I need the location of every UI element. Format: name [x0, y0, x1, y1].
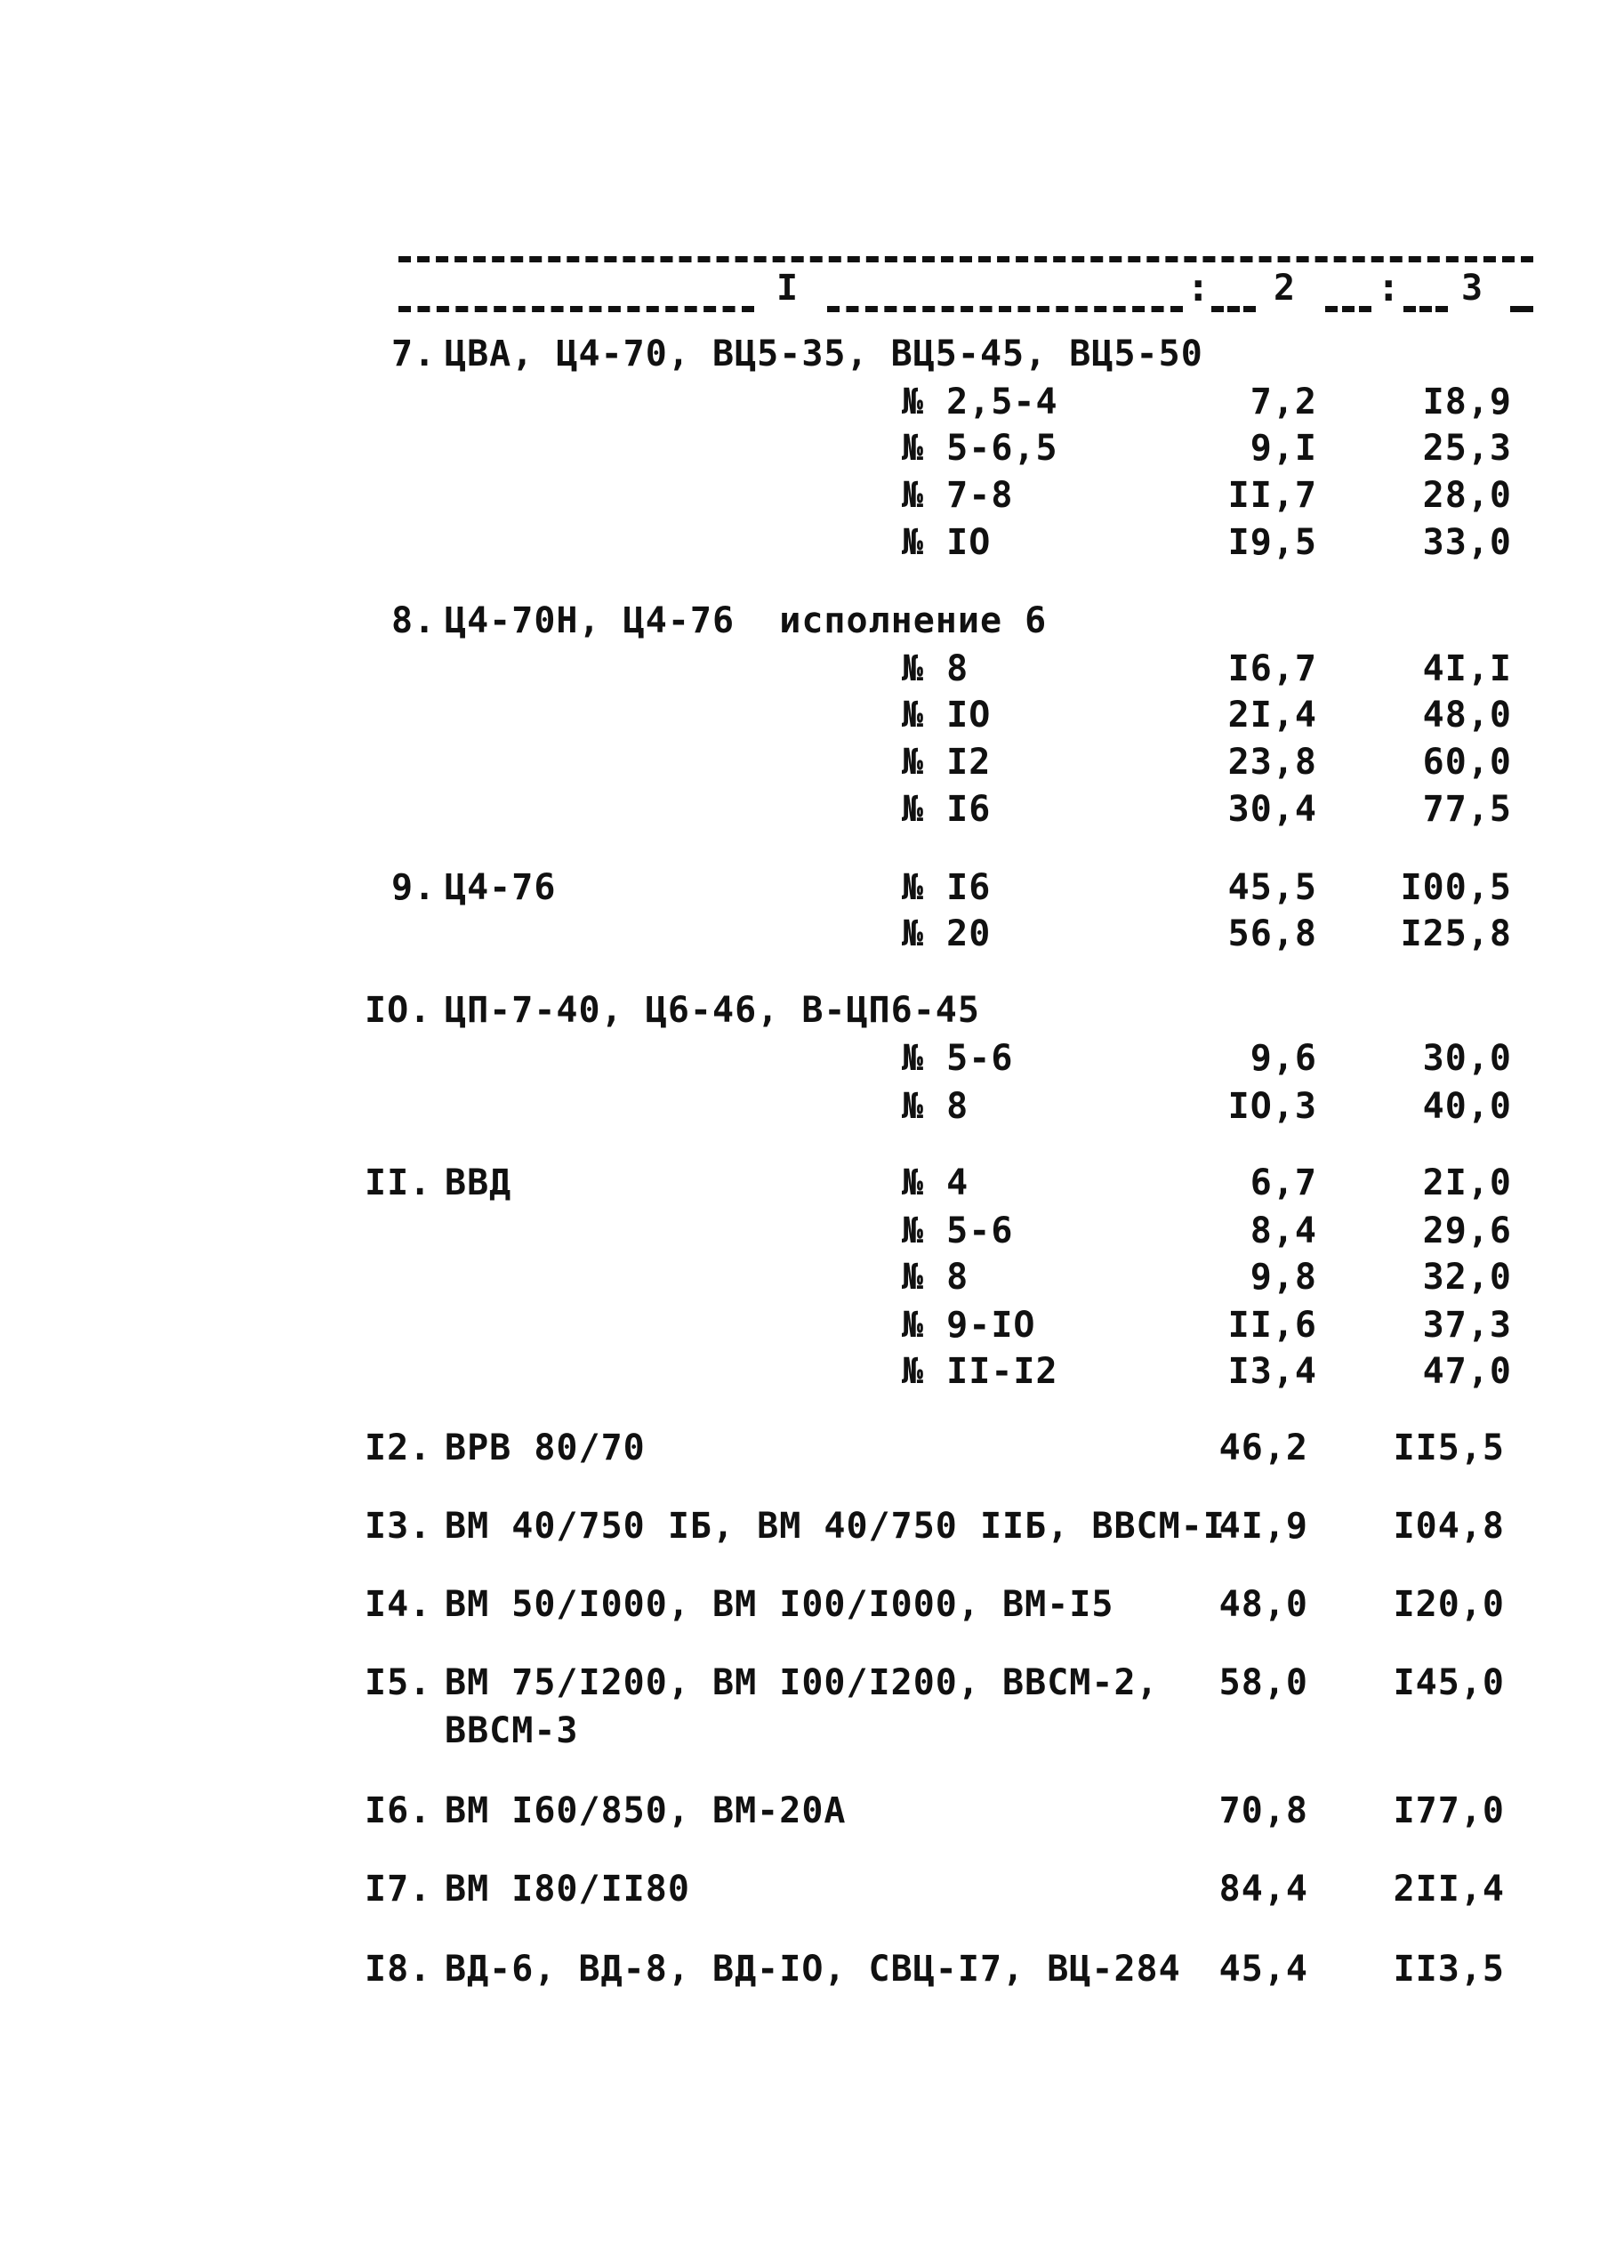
row-value-col3: 29,6	[1422, 1210, 1512, 1251]
header-col3: 3	[1461, 268, 1484, 309]
row-num: I5.	[365, 1662, 432, 1703]
row-value-col3: 47,0	[1422, 1351, 1512, 1392]
row-value-col2: 9,6	[1250, 1038, 1317, 1079]
row-value-col3: II5,5	[1393, 1428, 1505, 1468]
row-sub: № 8	[902, 1086, 969, 1127]
row-value-col2: 58,0	[1218, 1662, 1308, 1703]
row-sub: № 5-6	[902, 1210, 1014, 1251]
row-sub: № 4	[902, 1162, 969, 1203]
row-value-col2: II,7	[1227, 475, 1317, 516]
row-value-col3: I45,0	[1393, 1662, 1505, 1703]
header-sep-2: :	[1377, 265, 1401, 310]
row-sub: № I6	[902, 789, 992, 830]
row-value-col2: 9,I	[1250, 428, 1317, 469]
row-value-col3: 40,0	[1422, 1086, 1512, 1127]
row-num: 7.	[391, 334, 437, 374]
row-sub: № IO	[902, 522, 992, 563]
header-bottom-rule-col3b	[1510, 306, 1533, 312]
header-bottom-rule-col2b	[1325, 306, 1371, 312]
row-value-col2: I9,5	[1227, 522, 1317, 563]
row-value-col2: 45,4	[1218, 1949, 1308, 1990]
row-value-col3: 30,0	[1422, 1038, 1512, 1079]
row-value-col3: 77,5	[1422, 789, 1512, 830]
row-value-col3: 33,0	[1422, 522, 1512, 563]
row-value-col3: 60,0	[1422, 742, 1512, 783]
row-name: ВМ 40/750 IБ, ВМ 40/750 IIБ, ВВСМ-I	[445, 1506, 1226, 1547]
row-value-col3: I8,9	[1422, 382, 1512, 422]
row-num: I2.	[365, 1428, 432, 1468]
row-sub: № 7-8	[902, 475, 1014, 516]
row-sub: № 5-6,5	[902, 428, 1058, 469]
row-name: ВМ 75/I200, ВМ I00/I200, ВВСМ-2,	[445, 1662, 1159, 1703]
row-sub: № 8	[902, 648, 969, 689]
row-value-col2: 56,8	[1227, 913, 1317, 954]
row-value-col2: 46,2	[1218, 1428, 1308, 1468]
row-name: ВВД	[445, 1162, 512, 1203]
row-name: Ц4-76	[445, 867, 557, 908]
row-num: I4.	[365, 1584, 432, 1625]
row-value-col2: 23,8	[1227, 742, 1317, 783]
row-name: ВД-6, ВД-8, ВД-IO, СВЦ-I7, ВЦ-284	[445, 1949, 1181, 1990]
row-sub: № 8	[902, 1257, 969, 1298]
row-sub: № I2	[902, 742, 992, 783]
row-num: I3.	[365, 1506, 432, 1547]
row-value-col2: 30,4	[1227, 789, 1317, 830]
row-value-col3: I20,0	[1393, 1584, 1505, 1625]
row-value-col3: 4I,I	[1422, 648, 1512, 689]
row-sub: № 5-6	[902, 1038, 1014, 1079]
row-value-col2: 48,0	[1218, 1584, 1308, 1625]
row-name: ВМ I60/850, ВМ-20А	[445, 1790, 847, 1831]
row-sub: № 9-IO	[902, 1305, 1036, 1346]
row-num: 9.	[391, 867, 437, 908]
row-value-col2: I3,4	[1227, 1351, 1317, 1392]
row-name: Ц4-70Н, Ц4-76 исполнение 6	[445, 600, 1048, 641]
row-value-col2: 7,2	[1250, 382, 1317, 422]
row-name: ЦВА, Ц4-70, ВЦ5-35, ВЦ5-45, ВЦ5-50	[445, 334, 1203, 374]
row-value-col3: 32,0	[1422, 1257, 1512, 1298]
row-sub: № IO	[902, 695, 992, 736]
row-value-col3: I25,8	[1400, 913, 1512, 954]
header-top-rule	[398, 256, 1533, 262]
row-sub: № 20	[902, 913, 992, 954]
row-name: ВМ 50/I000, ВМ I00/I000, ВМ-I5	[445, 1584, 1114, 1625]
row-name: ВРВ 80/70	[445, 1428, 646, 1468]
row-num: IO.	[365, 990, 432, 1031]
row-name: ВМ I80/II80	[445, 1869, 690, 1910]
row-value-col2: I6,7	[1227, 648, 1317, 689]
row-value-col2: 45,5	[1227, 867, 1317, 908]
row-value-col3: II3,5	[1393, 1949, 1505, 1990]
row-value-col2: 8,4	[1250, 1210, 1317, 1251]
row-value-col2: IO,3	[1227, 1086, 1317, 1127]
row-value-col2: 70,8	[1218, 1790, 1308, 1831]
row-name-continued: ВВСМ-3	[445, 1710, 579, 1751]
row-value-col2: 9,8	[1250, 1257, 1317, 1298]
row-value-col3: 2I,0	[1422, 1162, 1512, 1203]
header-bottom-rule-col1b	[827, 306, 1183, 312]
row-sub: № 2,5-4	[902, 382, 1058, 422]
header-col2: 2	[1274, 268, 1297, 309]
header-sep-1: :	[1186, 265, 1210, 310]
row-value-col3: 37,3	[1422, 1305, 1512, 1346]
row-value-col2: 2I,4	[1227, 695, 1317, 736]
header-bottom-rule-col3a	[1403, 306, 1448, 312]
row-value-col3: 25,3	[1422, 428, 1512, 469]
row-value-col3: I77,0	[1393, 1790, 1505, 1831]
row-num: 8.	[391, 600, 437, 641]
row-value-col2: 4I,9	[1218, 1506, 1308, 1547]
row-value-col3: I00,5	[1400, 867, 1512, 908]
row-value-col2: 6,7	[1250, 1162, 1317, 1203]
header-bottom-rule-col1a	[398, 306, 754, 312]
row-num: I8.	[365, 1949, 432, 1990]
row-value-col3: 28,0	[1422, 475, 1512, 516]
row-num: I6.	[365, 1790, 432, 1831]
row-value-col2: 84,4	[1218, 1869, 1308, 1910]
row-sub: № I6	[902, 867, 992, 908]
row-num: II.	[365, 1162, 432, 1203]
header-col1: I	[776, 268, 800, 309]
row-num: I7.	[365, 1869, 432, 1910]
row-sub: № II-I2	[902, 1351, 1058, 1392]
row-name: ЦП-7-40, Ц6-46, В-ЦП6-45	[445, 990, 980, 1031]
row-value-col2: II,6	[1227, 1305, 1317, 1346]
row-value-col3: I04,8	[1393, 1506, 1505, 1547]
row-value-col3: 2II,4	[1393, 1869, 1505, 1910]
row-value-col3: 48,0	[1422, 695, 1512, 736]
header-bottom-rule-col2a	[1211, 306, 1256, 312]
